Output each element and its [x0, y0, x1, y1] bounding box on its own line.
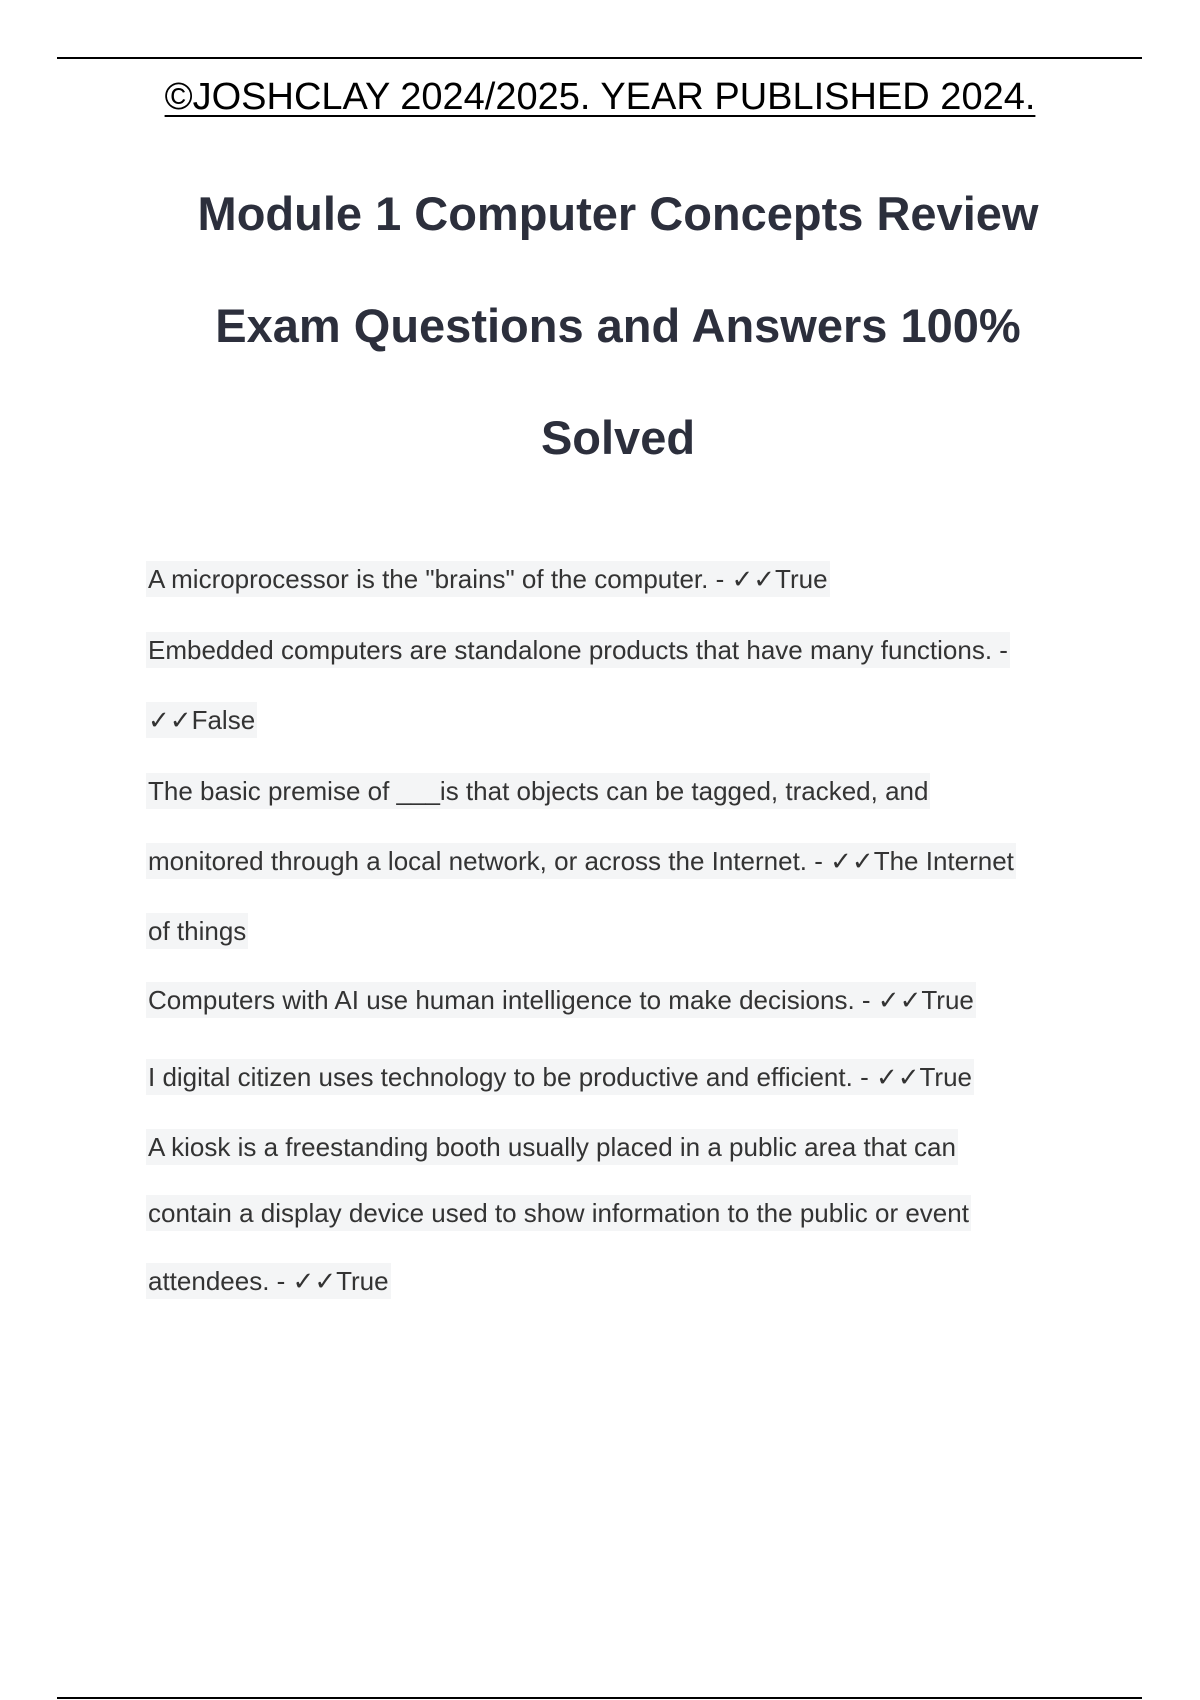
top-rule [57, 57, 1142, 59]
qa-line: I digital citizen uses technology to be productive and efficient. - ✓✓True [146, 1059, 974, 1095]
qa-line: The basic premise of ___is that objects can be tagged, tracked, and [146, 773, 930, 809]
document-title [0, 158, 1200, 494]
bottom-rule [57, 1697, 1142, 1699]
qa-line: A kiosk is a freestanding booth usually placed in a public area that can [146, 1129, 958, 1165]
qa-line: ✓✓False [146, 702, 257, 738]
qa-line: Computers with AI use human intelligence to make decisions. - ✓✓True [146, 982, 976, 1018]
qa-line: of things [146, 913, 248, 949]
title-line-3: Solved [540, 411, 696, 464]
title-line-2: Exam Questions and Answers 100% [215, 299, 1021, 352]
qa-line: Embedded computers are standalone products that have many functions. - [146, 632, 1010, 668]
copyright-header: ©JOSHCLAY 2024/2025. YEAR PUBLISHED 2024. [164, 76, 1036, 118]
qa-line: contain a display device used to show information to the public or event [146, 1195, 971, 1231]
qa-line: attendees. - ✓✓True [146, 1263, 391, 1299]
title-line-1: Module 1 Computer Concepts Review [197, 187, 1039, 240]
qa-line: A microprocessor is the "brains" of the computer. - ✓✓True [146, 561, 830, 597]
qa-line: monitored through a local network, or across the Internet. - ✓✓The Internet [146, 843, 1016, 879]
